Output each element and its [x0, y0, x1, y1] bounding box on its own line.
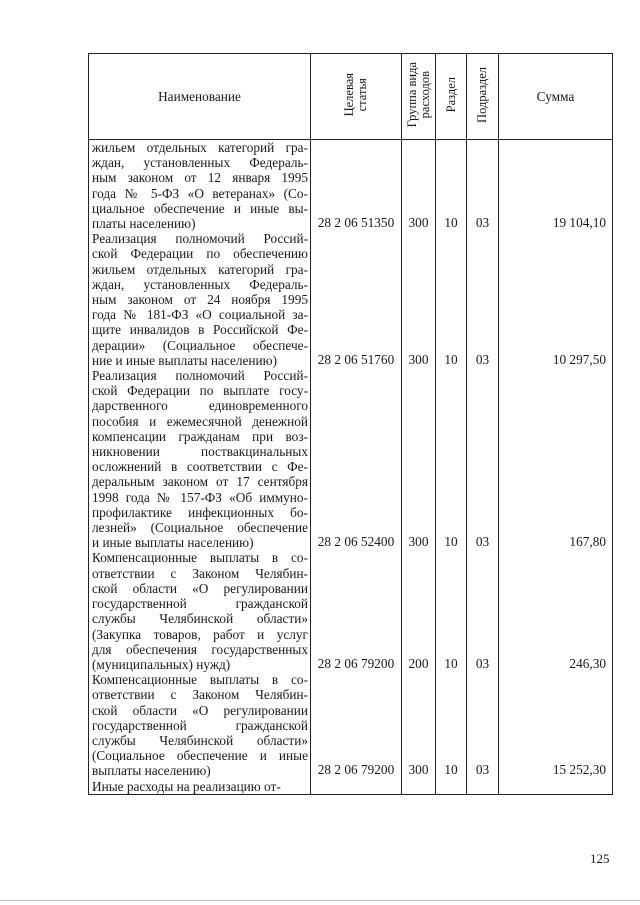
header-amount: Сумма	[499, 54, 613, 140]
header-subsection: Подраздел	[467, 54, 499, 140]
table-row	[89, 368, 613, 550]
table-row	[89, 140, 613, 232]
row-amount: 19 104,10	[499, 140, 613, 232]
row-name-line: ным законом от 12 января 1995	[92, 170, 308, 186]
row-name-line: Реализация полномочий Россий-	[92, 231, 308, 247]
table-row	[89, 550, 613, 672]
row-target-article: 28 2 06 51350	[311, 140, 402, 232]
row-name-cell	[89, 231, 311, 368]
row-name-line: лезней» (Социальное обеспечение	[92, 520, 308, 536]
row-section: 10	[436, 140, 467, 232]
row-name-line: деральным законом от 17 сентября	[92, 474, 308, 490]
row-name-line: пособия и ежемесячной денежной	[92, 413, 308, 429]
header-expense-group: Группа вида расходов	[402, 54, 436, 140]
row-name-line: щите инвалидов в Российской Фе-	[92, 322, 308, 338]
row-name-line: осложнений в соответствии с Фе-	[92, 459, 308, 475]
row-name-line: Компенсационные выплаты в со-	[92, 550, 308, 566]
row-expense-group: 300	[402, 368, 436, 550]
row-name-line: платы населению)	[92, 216, 196, 232]
row-name-line: никновении поствакцинальных	[92, 444, 308, 460]
row-name-cell	[89, 550, 311, 672]
row-subsection: 03	[467, 672, 499, 778]
row-name-line: года № 5-ФЗ «О ветеранах» (Со-	[92, 185, 308, 201]
header-name: Наименование	[89, 54, 311, 140]
row-name-cell	[89, 368, 311, 550]
row-name-line: 1998 года № 157-ФЗ «Об иммуно-	[92, 489, 308, 505]
row-amount: 246,30	[499, 550, 613, 672]
table-row	[89, 672, 613, 778]
row-target-article	[311, 779, 402, 795]
row-name-line: ской области «О регулировании	[92, 702, 308, 718]
row-name-line: ответствии с Законом Челябин-	[92, 565, 308, 581]
row-name-line: ным законом от 24 ноября 1995	[92, 292, 308, 308]
row-amount: 10 297,50	[499, 231, 613, 368]
row-subsection: 03	[467, 368, 499, 550]
row-name-line: выплаты населению)	[92, 763, 211, 779]
row-name-line: и иные выплаты населению)	[92, 535, 254, 551]
row-amount	[499, 779, 613, 795]
table-header-row	[89, 54, 613, 140]
row-section: 10	[436, 368, 467, 550]
row-name-line: Иные расходы на реализацию от-	[92, 778, 281, 794]
row-name-line: (муниципальных) нужд)	[92, 656, 231, 672]
row-name-line: жильем отдельных категорий гра-	[92, 140, 308, 155]
row-name-line: циальное обеспечение и иные вы-	[92, 200, 308, 216]
row-name-line: службы Челябинской области»	[92, 732, 308, 748]
table-row	[89, 231, 613, 368]
row-expense-group: 300	[402, 672, 436, 778]
row-name-line: ской Федерации по выплате госу-	[92, 383, 308, 399]
row-amount: 15 252,30	[499, 672, 613, 778]
row-target-article: 28 2 06 79200	[311, 550, 402, 672]
row-name-line: ской области «О регулировании	[92, 580, 308, 596]
row-section: 10	[436, 550, 467, 672]
row-name-line: профилактике инфекционных бо-	[92, 504, 308, 520]
row-name-line: ние и иные выплаты населению)	[92, 352, 277, 368]
row-name-line: службы Челябинской области»	[92, 611, 308, 627]
row-name-cell	[89, 672, 311, 778]
row-name-line: для обеспечения государственных	[92, 641, 308, 657]
row-name-line: дарственного единовременного	[92, 398, 308, 414]
row-name-line: (Социальное обеспечение и иные	[92, 748, 308, 764]
row-expense-group: 300	[402, 140, 436, 232]
row-target-article: 28 2 06 52400	[311, 368, 402, 550]
row-name-line: ответствии с Законом Челябин-	[92, 687, 308, 703]
row-name-line: компенсации гражданам при воз-	[92, 428, 308, 444]
table-row	[89, 779, 613, 795]
row-name-line: Компенсационные выплаты в со-	[92, 672, 308, 688]
row-name-line: государственной гражданской	[92, 596, 308, 612]
budget-table	[88, 53, 613, 795]
row-name-cell	[89, 140, 311, 232]
page-number: 125	[590, 851, 610, 866]
row-section: 10	[436, 672, 467, 778]
row-subsection: 03	[467, 231, 499, 368]
row-name-line: дерации» (Социальное обеспече-	[92, 337, 308, 353]
row-name-line: ждан, установленных Федераль-	[92, 276, 308, 292]
row-target-article: 28 2 06 79200	[311, 672, 402, 778]
header-section: Раздел	[436, 54, 467, 140]
row-subsection	[467, 779, 499, 795]
row-name-line: жильем отдельных категорий гра-	[92, 261, 308, 277]
row-expense-group	[402, 779, 436, 795]
row-section: 10	[436, 231, 467, 368]
row-subsection: 03	[467, 140, 499, 232]
row-name-line: (Закупка товаров, работ и услуг	[92, 626, 308, 642]
row-subsection: 03	[467, 550, 499, 672]
row-name-line: Реализация полномочий Россий-	[92, 368, 308, 384]
row-target-article: 28 2 06 51760	[311, 231, 402, 368]
row-amount: 167,80	[499, 368, 613, 550]
row-name-line: ждан, установленных Федераль-	[92, 155, 308, 171]
row-name-cell	[89, 779, 311, 795]
row-name-line: года № 181-ФЗ «О социальной за-	[92, 307, 308, 323]
header-target-article: Целевая статья	[311, 54, 402, 140]
row-expense-group: 200	[402, 550, 436, 672]
row-section	[436, 779, 467, 795]
row-name-line: ской Федерации по обеспечению	[92, 246, 308, 262]
row-name-line: государственной гражданской	[92, 717, 308, 733]
row-expense-group: 300	[402, 231, 436, 368]
bottom-divider	[0, 900, 640, 901]
